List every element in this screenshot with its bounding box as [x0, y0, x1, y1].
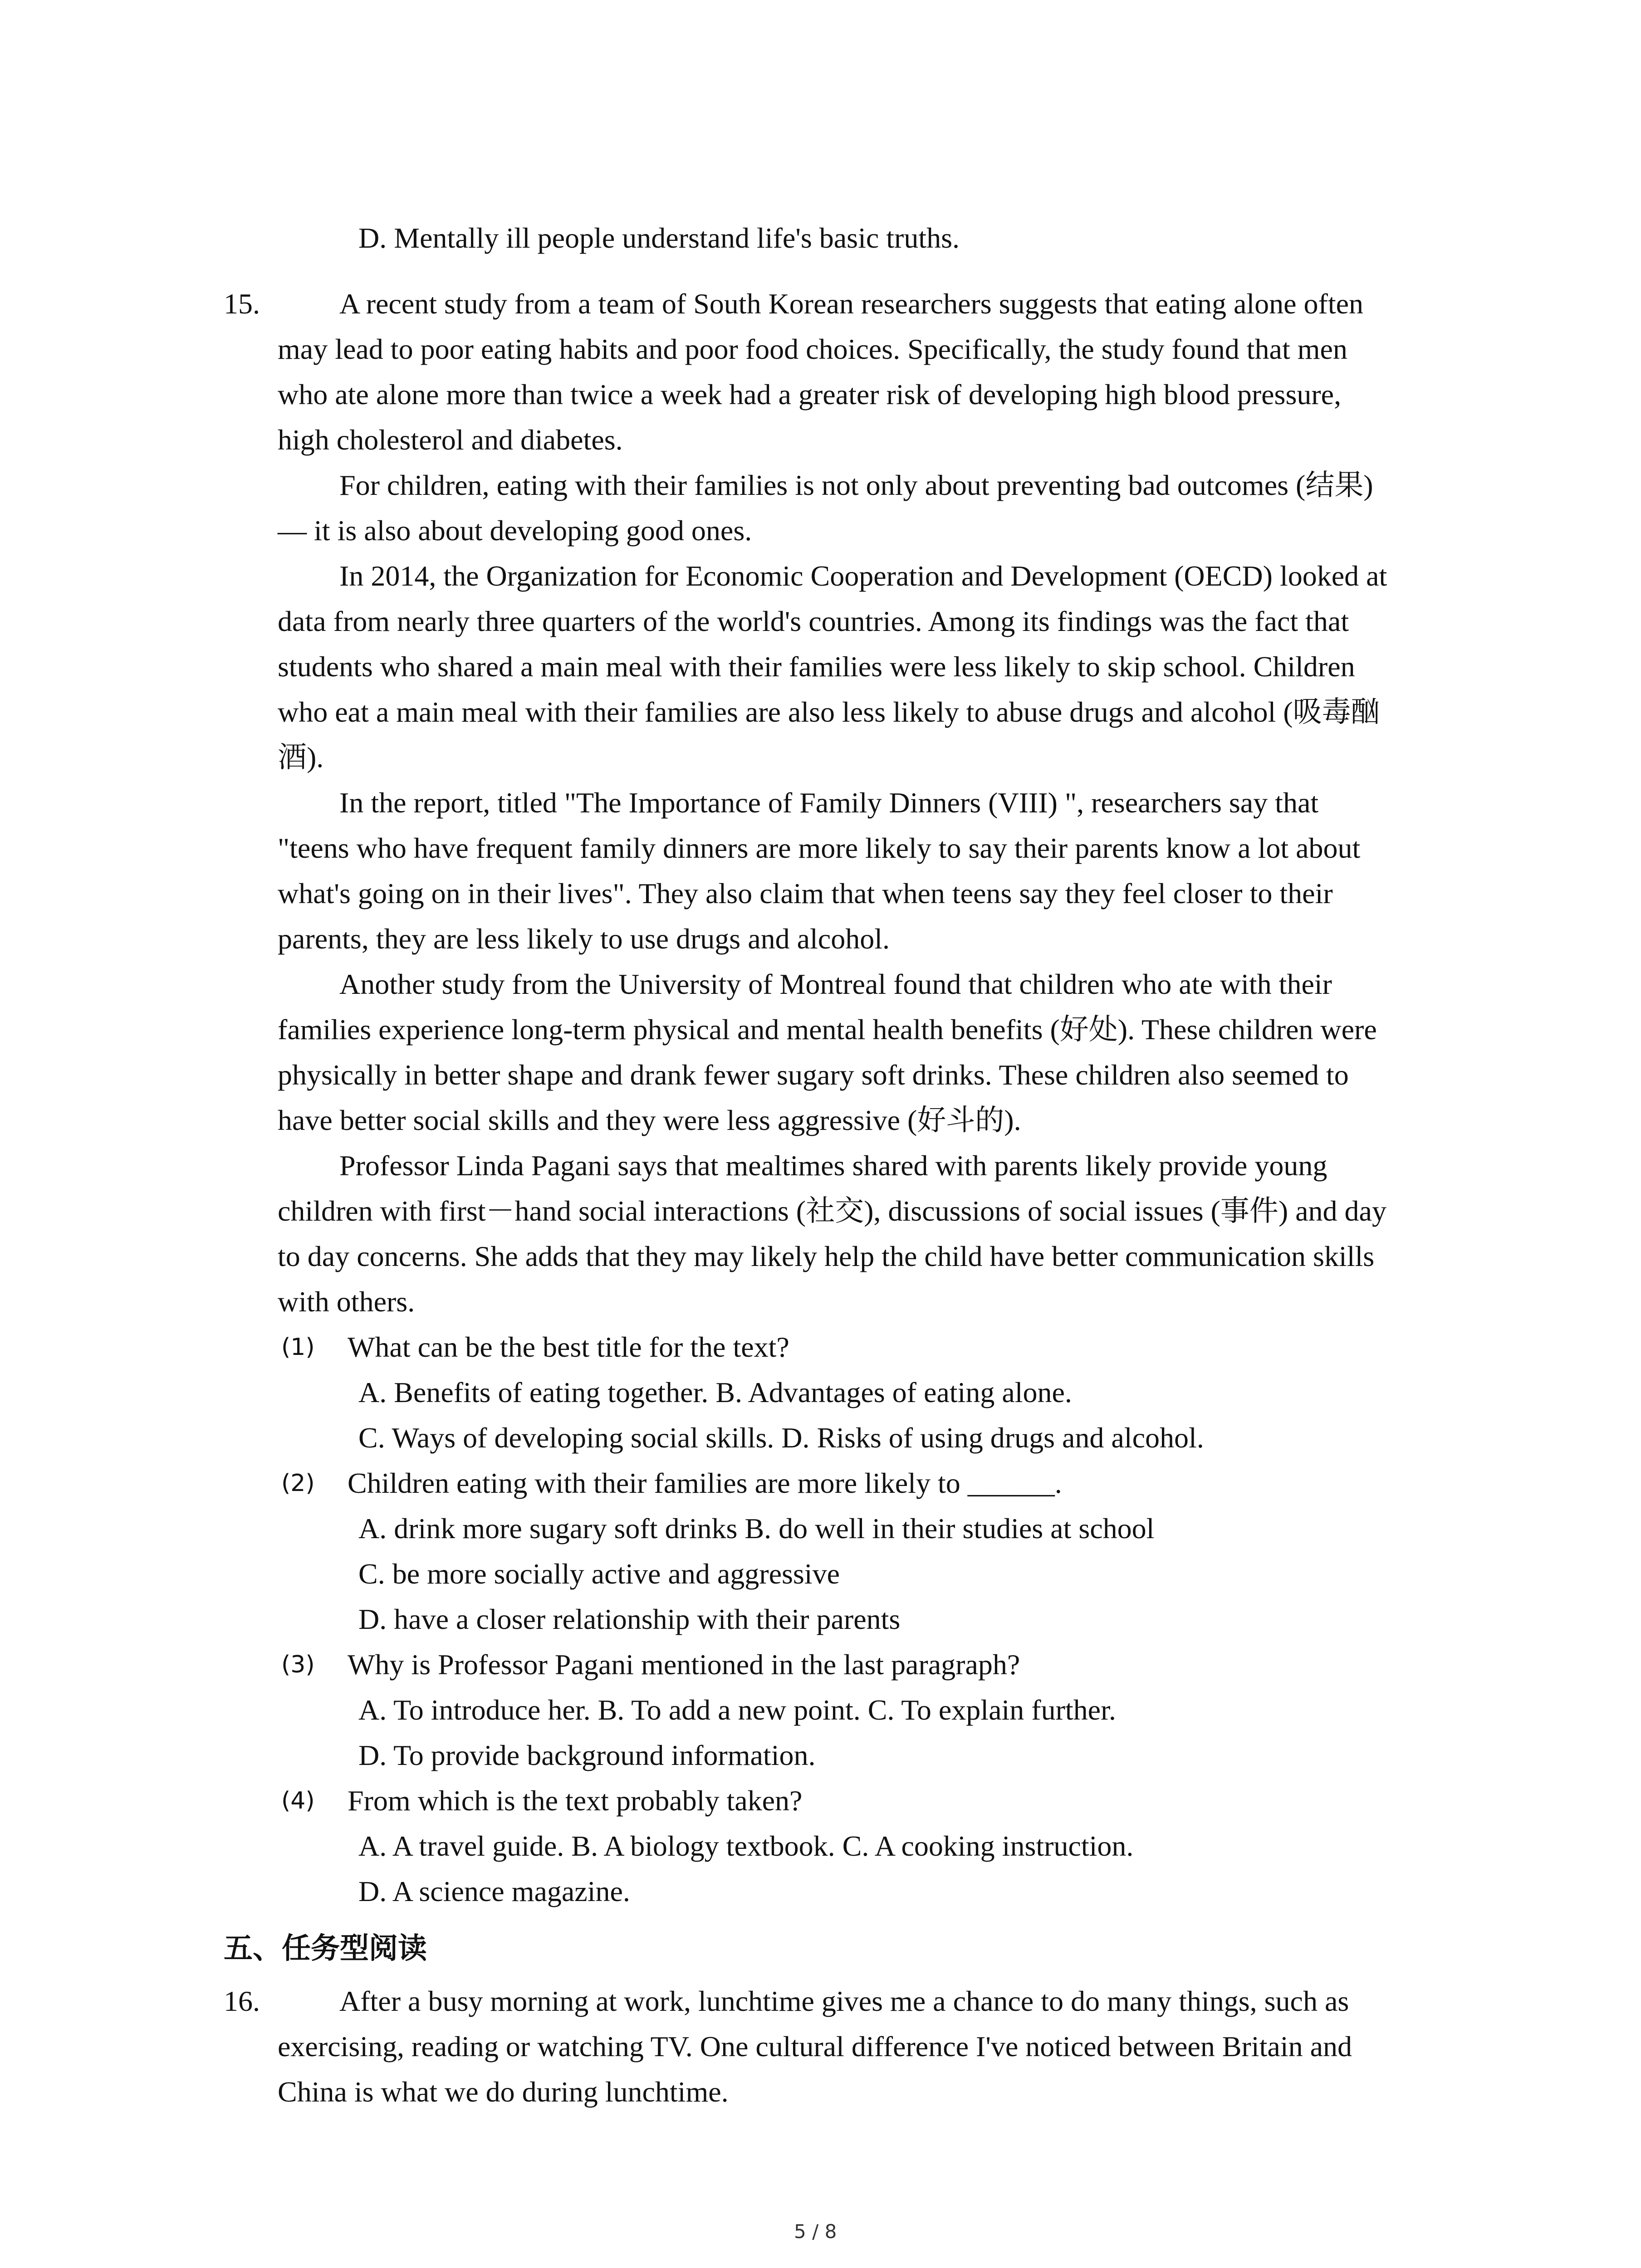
q15-paragraph-line: "teens who have frequent family dinners are more likely to say their parents know a lot about: [278, 832, 1361, 864]
q15-paragraph-line: may lead to poor eating habits and poor food choices. Specifically, the study found that men: [278, 333, 1347, 365]
question-15-number: 15.: [224, 288, 260, 320]
answer-options-line: A. drink more sugary soft drinks B. do well in their studies at school: [358, 1512, 1155, 1545]
subquestion-stem: What can be the best title for the text?: [348, 1331, 789, 1363]
q15-paragraph-line: high cholesterol and diabetes.: [278, 424, 623, 456]
answer-options-line: C. Ways of developing social skills. D. Risks of using drugs and alcohol.: [358, 1422, 1204, 1454]
answer-options-line: D. To provide background information.: [358, 1739, 816, 1771]
q15-paragraph-line: Another study from the University of Montreal found that children who ate with their: [339, 968, 1332, 1000]
q15-paragraph-line: families experience long-term physical and mental health benefits (好处). These children were: [278, 1013, 1377, 1046]
subquestion-number: (3): [281, 1651, 315, 1678]
q15-paragraph-line: students who shared a main meal with their families were less likely to skip school. Children: [278, 650, 1355, 683]
subquestion-stem: From which is the text probably taken?: [348, 1784, 803, 1817]
q15-paragraph-line: In 2014, the Organization for Economic Cooperation and Development (OECD) looked at: [339, 560, 1387, 592]
subquestion-number: (2): [281, 1470, 315, 1497]
section-heading: 五、任务型阅读: [224, 1932, 427, 1965]
answer-options-line: C. be more socially active and aggressive: [358, 1558, 840, 1590]
q16-paragraph-line: exercising, reading or watching TV. One cultural difference I've noticed between Britain and: [278, 2030, 1352, 2063]
q16-paragraph-line: China is what we do during lunchtime.: [278, 2076, 729, 2108]
answer-options-line: A. Benefits of eating together. B. Advantages of eating alone.: [358, 1376, 1072, 1408]
q15-paragraph-line: have better social skills and they were less aggressive (好斗的).: [278, 1104, 1021, 1136]
q15-paragraph-line: For children, eating with their families is not only about preventing bad outcomes (结果): [339, 469, 1373, 501]
q15-paragraph-line: children with first－hand social interactions (社交), discussions of social issues (事件) and day: [278, 1195, 1386, 1227]
q15-paragraph-line: who eat a main meal with their families are also less likely to abuse drugs and alcohol (吸毒酗: [278, 696, 1380, 728]
q16-paragraph-line: After a busy morning at work, lunchtime gives me a chance to do many things, such as: [339, 1985, 1349, 2017]
answer-options-line: D. have a closer relationship with their parents: [358, 1603, 901, 1635]
q15-paragraph-line: Professor Linda Pagani says that mealtimes shared with parents likely provide young: [339, 1149, 1327, 1182]
subquestion-stem: Children eating with their families are more likely to ______.: [348, 1467, 1062, 1499]
q15-paragraph-line: In the report, titled "The Importance of Family Dinners (VIII) ", researchers say that: [339, 787, 1319, 819]
q15-paragraph-line: to day concerns. She adds that they may likely help the child have better communication skills: [278, 1240, 1375, 1272]
subquestion-stem: Why is Professor Pagani mentioned in the last paragraph?: [348, 1648, 1020, 1681]
answer-options-line: A. To introduce her. B. To add a new point. C. To explain further.: [358, 1694, 1116, 1726]
page-number: 5 / 8: [794, 2220, 837, 2243]
answer-options-line: A. A travel guide. B. A biology textbook. C. A cooking instruction.: [358, 1830, 1134, 1862]
q15-paragraph-line: with others.: [278, 1286, 415, 1318]
q15-paragraph-line: — it is also about developing good ones.: [278, 514, 752, 547]
answer-options-line: D. A science magazine.: [358, 1875, 630, 1907]
subquestion-number: (1): [281, 1334, 315, 1361]
q15-paragraph-line: physically in better shape and drank fewer sugary soft drinks. These children also seemed to: [278, 1059, 1349, 1091]
q15-paragraph-line: who ate alone more than twice a week had a greater risk of developing high blood pressure,: [278, 378, 1342, 411]
q15-paragraph-line: what's going on in their lives". They also claim that when teens say they feel closer to their: [278, 877, 1333, 909]
q15-paragraph-line: data from nearly three quarters of the world's countries. Among its findings was the fact that: [278, 605, 1349, 637]
subquestion-number: (4): [281, 1787, 315, 1814]
previous-option-d: D. Mentally ill people understand life's basic truths.: [358, 222, 960, 254]
question-16-number: 16.: [224, 1985, 260, 2017]
q15-paragraph-line: parents, they are less likely to use drugs and alcohol.: [278, 923, 890, 955]
q15-paragraph-line: 酒).: [278, 741, 324, 773]
q15-paragraph-line: A recent study from a team of South Korean researchers suggests that eating alone often: [339, 288, 1364, 320]
